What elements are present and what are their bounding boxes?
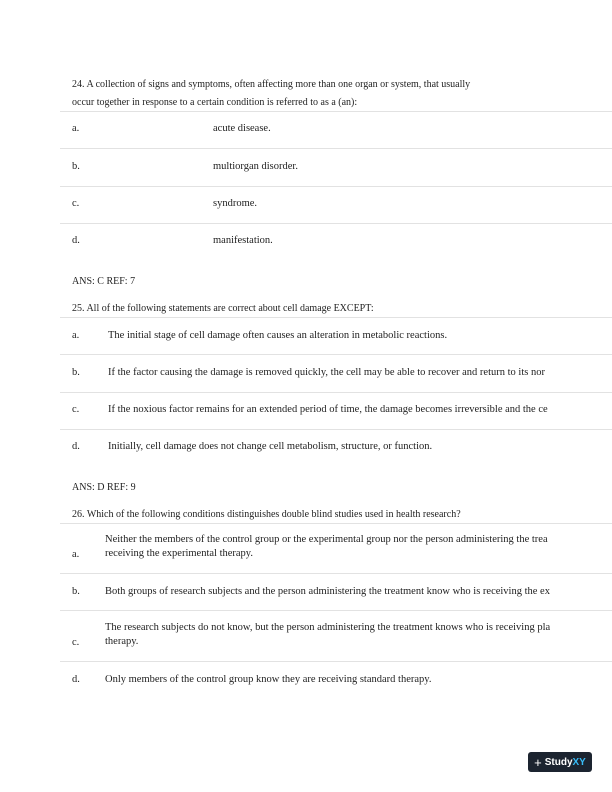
brand-name: StudyXY [544,756,586,768]
question-25-option-b-text: If the factor causing the damage is removed quickly, the cell may be able to recover and return to its nor [108,367,545,378]
divider [60,186,612,187]
question-24-option-a-letter: a. [72,123,80,134]
divider [60,392,612,393]
divider [60,354,612,355]
plus-icon: + [534,754,542,770]
question-26-option-a-text-line-1: Neither the members of the control group or the experimental group nor the person administering the trea [105,534,548,545]
question-26-option-c-text-line-1: The research subjects do not know, but the person administering the treatment knows who is receiving pla [105,622,551,633]
question-26-option-a-letter: a. [72,549,80,560]
question-26-option-b-letter: b. [72,586,80,597]
question-24-answer: ANS: C REF: 7 [72,276,136,287]
divider [60,223,612,224]
divider [60,148,612,149]
divider [60,429,612,430]
divider [60,573,612,574]
divider [60,610,612,611]
divider [60,317,612,318]
question-24-option-b-letter: b. [72,161,80,172]
question-25-option-c-text: If the noxious factor remains for an extended period of time, the damage becomes irreversible and the ce [108,404,548,415]
question-26-option-d-letter: d. [72,674,80,685]
question-25-option-c-letter: c. [72,404,80,415]
divider [60,111,612,112]
question-24-stem-line-1: 24. A collection of signs and symptoms, often affecting more than one organ or system, that usually [72,79,471,90]
divider [60,523,612,524]
question-26-stem: 26. Which of the following conditions distinguishes double blind studies used in health research? [72,509,461,520]
question-25-option-a-text: The initial stage of cell damage often causes an alteration in metabolic reactions. [108,330,448,341]
question-24-option-c-letter: c. [72,198,80,209]
question-26-option-c-letter: c. [72,637,80,648]
question-25-option-a-letter: a. [72,330,80,341]
divider [60,661,612,662]
question-24-option-c-text: syndrome. [213,198,258,209]
question-25-option-d-text: Initially, cell damage does not change cell metabolism, structure, or function. [108,441,433,452]
question-25-option-d-letter: d. [72,441,80,452]
question-25-option-b-letter: b. [72,367,80,378]
question-26-option-a-text-line-2: receiving the experimental therapy. [105,548,253,559]
question-24-stem-line-2: occur together in response to a certain condition is referred to as a (an): [72,97,358,108]
question-24-option-b-text: multiorgan disorder. [213,161,298,172]
question-26-option-c-text-line-2: therapy. [105,636,139,647]
question-26-option-d-text: Only members of the control group know they are receiving standard therapy. [105,674,432,685]
studyxy-logo-badge[interactable] [528,752,592,772]
question-24-option-a-text: acute disease. [213,123,271,134]
question-24-option-d-text: manifestation. [213,235,273,246]
question-26-option-b-text: Both groups of research subjects and the person administering the treatment know who is receiving the ex [105,586,550,597]
question-25-answer: ANS: D REF: 9 [72,482,136,493]
question-24-option-d-letter: d. [72,235,80,246]
question-25-stem: 25. All of the following statements are correct about cell damage EXCEPT: [72,303,374,314]
